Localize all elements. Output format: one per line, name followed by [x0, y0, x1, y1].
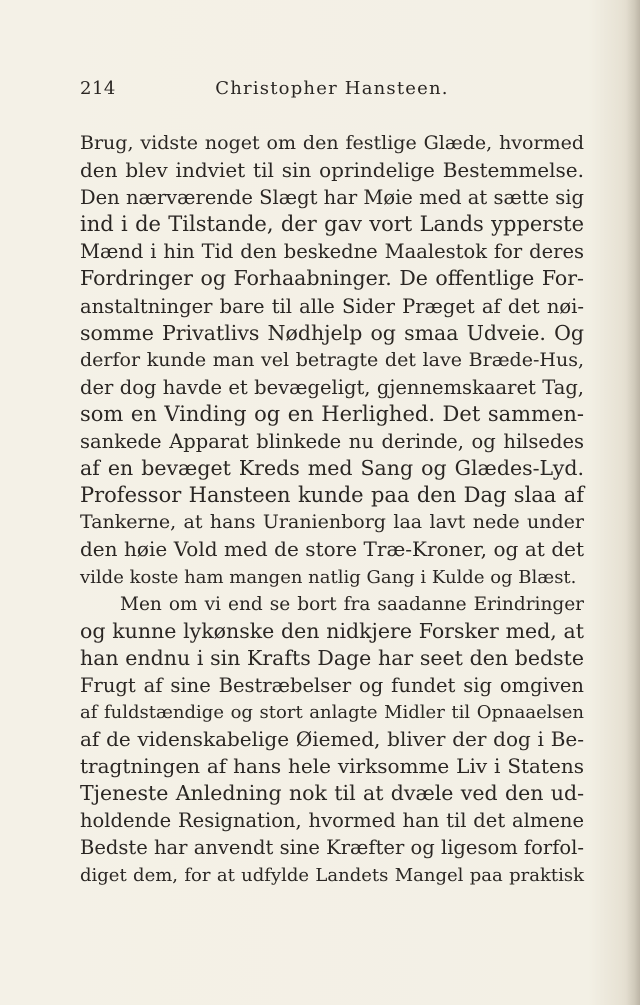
page-edge-shadow — [626, 0, 640, 1005]
text-line: der dog havde et bevægeligt, gjennemskaaret Tag, — [80, 375, 584, 399]
text-line: Professor Hansteen kunde paa den Dag slaa af — [80, 483, 584, 508]
text-line: derfor kunde man vel betragte det lave Bræde-Hus, — [80, 348, 584, 371]
paragraph-last-line: vilde koste ham mangen natlig Gang i Kulde og Blæst. — [80, 566, 577, 588]
text-line: somme Privatlivs Nødhjelp og smaa Udveie. Og — [80, 320, 584, 345]
text-line: Mænd i hin Tid den beskedne Maalestok for deres — [80, 240, 584, 264]
page-header — [80, 78, 584, 108]
text-line: som en Vinding og en Herlighed. Det sammen- — [80, 401, 584, 426]
text-line: og kunne lykønske den nidkjere Forsker med, at — [80, 618, 584, 643]
text-line: diget dem, for at udfylde Landets Mangel paa praktisk — [80, 864, 584, 886]
paragraph-first-line: Men om vi end se bort fra saadanne Erindringer — [120, 593, 584, 615]
text-line: Tankerne, at hans Uranienborg laa lavt nede under — [80, 511, 584, 534]
text-line: af de videnskabelige Øiemed, bliver der dog i Be- — [80, 727, 584, 752]
text-line: ind i de Tilstande, der gav vort Lands ypperste — [80, 212, 584, 237]
text-line: han endnu i sin Krafts Dage har seet den bedste — [80, 645, 584, 670]
text-line: holdende Resignation, hvormed han til det almene — [80, 809, 584, 833]
text-line: den høie Vold med de store Træ-Kroner, og at det — [80, 537, 584, 562]
text-line: Brug, vidste noget om den festlige Glæde, hvormed — [80, 132, 584, 154]
text-line: Bedste har anvendt sine Kræfter og ligesom forfol- — [80, 836, 584, 860]
text-line: anstaltninger bare til alle Sider Præget af det nøi- — [80, 294, 584, 318]
body-text — [80, 130, 584, 889]
text-line: Fordringer og Forhaabninger. De offentlige For- — [80, 266, 584, 291]
text-line: Frugt af sine Bestræbelser og fundet sig omgiven — [80, 673, 584, 697]
text-line: sankede Apparat blinkede nu derinde, og hilsedes — [80, 430, 584, 454]
running-title: Christopher Hansteen. — [215, 78, 449, 99]
text-line: af fuldstændige og stort anlagte Midler til Opnaaelsen — [80, 701, 584, 723]
text-line: Tjeneste Anledning nok til at dvæle ved den ud- — [80, 781, 584, 806]
page-number: 214 — [80, 78, 116, 99]
text-line: den blev indviet til sin oprindelige Bestemmelse. — [80, 158, 584, 183]
text-line: tragtningen af hans hele virksomme Liv i Statens — [80, 754, 584, 779]
text-line: Den nærværende Slægt har Møie med at sætte sig — [80, 186, 584, 210]
text-line: af en bevæget Kreds med Sang og Glædes-Lyd. — [80, 456, 584, 481]
